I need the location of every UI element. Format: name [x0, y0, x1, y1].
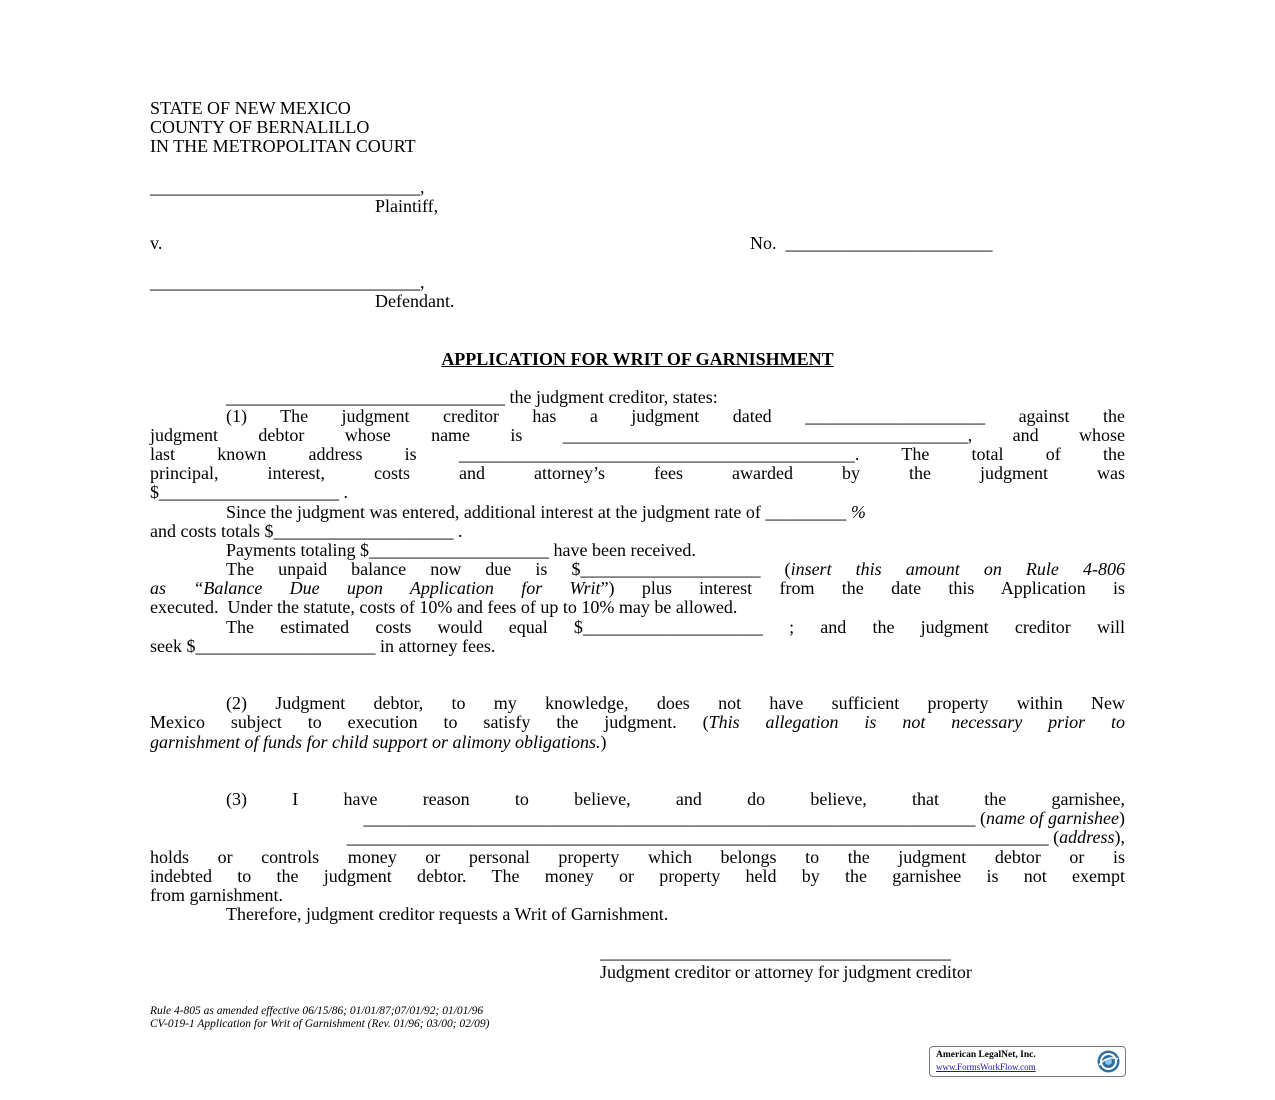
therefore-line: Therefore, judgment creditor requests a Writ of Garnishment. [226, 904, 669, 924]
interest-line1: Since the judgment was entered, additional interest at the judgment rate of _________ % [226, 502, 866, 522]
versus-label: v. [150, 233, 163, 253]
payments-line: Payments totaling $____________________ have been received. [226, 540, 696, 560]
logo-url-link[interactable]: www.FormsWorkFlow.com [936, 1062, 1036, 1072]
signature-line: _______________________________________ [600, 942, 951, 962]
unpaid-line2: as “Balance Due upon Application for Writ”) plus interest from the date this Application is [150, 578, 1126, 598]
costs-line1: The estimated costs would equal $____________________ ; and the judgment creditor will [226, 617, 1125, 637]
p3-line6: from garnishment. [150, 885, 283, 905]
p2-line3: garnishment of funds for child support or alimony obligations.) [150, 732, 607, 752]
p3-garnishee-address: ______________________________________________________________________________ (address), [346, 827, 1125, 847]
defendant-blank: ______________________________, [150, 272, 425, 292]
signature-label: Judgment creditor or attorney for judgment creditor [600, 962, 972, 982]
p3-line5: indebted to the judgment debtor. The money or property held by the garnishee is not exempt [150, 866, 1125, 886]
unpaid-line1: The unpaid balance now due is $____________________ (insert this amount on Rule 4-806 [226, 559, 1125, 579]
p1-line1: (1) The judgment creditor has a judgment dated ____________________ against the [226, 406, 1125, 426]
p1-line3: last known address is ____________________________________________. The total of the [150, 444, 1125, 464]
american-legalnet-logo[interactable] [929, 1046, 1126, 1077]
p1-line5: $____________________ . [150, 482, 348, 502]
caption-court: IN THE METROPOLITAN COURT [150, 136, 416, 156]
case-number: No. _______________________ [750, 233, 993, 253]
p2-line2: Mexico subject to execution to satisfy the judgment. (This allegation is not necessary prior to [150, 712, 1125, 732]
p3-line4: holds or controls money or personal property which belongs to the judgment debtor or is [150, 847, 1125, 867]
p1-line2: judgment debtor whose name is _____________________________________________, and whose [150, 425, 1125, 445]
p3-line1: (3) I have reason to believe, and do believe, that the garnishee, [226, 789, 1125, 809]
plaintiff-blank: ______________________________, [150, 177, 425, 197]
footer-rule: Rule 4-805 as amended effective 06/15/86; 01/01/87;07/01/92; 01/01/96 [150, 1005, 484, 1017]
p2-line1: (2) Judgment debtor, to my knowledge, does not have sufficient property within New [226, 693, 1125, 713]
plaintiff-label: Plaintiff, [375, 196, 439, 216]
footer-form-id: CV-019-1 Application for Writ of Garnishment (Rev. 01/96; 03/00; 02/09) [150, 1018, 490, 1030]
intro-line: _______________________________ the judgment creditor, states: [226, 387, 718, 407]
caption-state: STATE OF NEW MEXICO [150, 98, 351, 118]
defendant-label: Defendant. [375, 291, 455, 311]
logo-company: American LegalNet, Inc. [936, 1050, 1036, 1060]
globe-icon [1096, 1049, 1121, 1074]
unpaid-line3: executed. Under the statute, costs of 10% and fees of up to 10% may be allowed. [150, 597, 738, 617]
interest-line2: and costs totals $____________________ . [150, 521, 463, 541]
p3-garnishee-name: ____________________________________________________________________ (name of garnishee) [363, 808, 1125, 828]
caption-county: COUNTY OF BERNALILLO [150, 117, 370, 137]
document-title: APPLICATION FOR WRIT OF GARNISHMENT [441, 349, 834, 369]
costs-line2: seek $____________________ in attorney fees. [150, 636, 496, 656]
p1-line4: principal, interest, costs and attorney’s fees awarded by the judgment was [150, 463, 1125, 483]
